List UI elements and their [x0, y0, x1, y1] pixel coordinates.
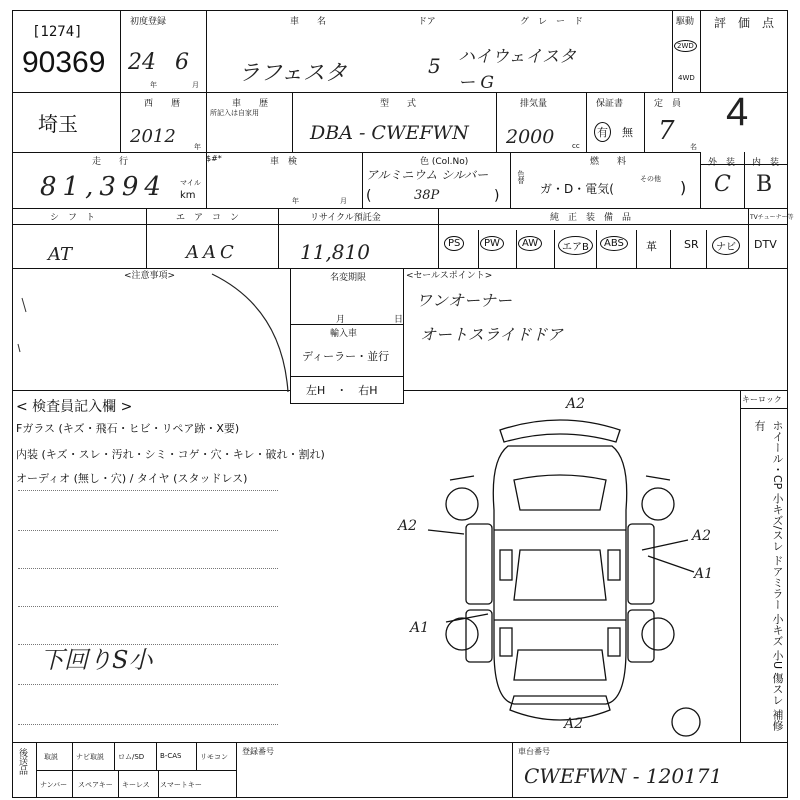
notes-label: <注意事項>: [124, 271, 176, 281]
followup-number-plate: ナンバー: [40, 781, 68, 789]
followup-rom-sd: ロム/SD: [118, 753, 145, 761]
sales-point-2: オートスライドドア: [420, 325, 563, 344]
chassis-number-label: 車台番号: [518, 747, 550, 756]
lot-code: [1274]: [32, 24, 83, 40]
registration-year-unit: 年: [150, 81, 157, 89]
recycle-fee: 11,810: [300, 240, 370, 264]
inspection-year-unit: 年: [292, 197, 299, 205]
warranty-no: 無: [622, 126, 633, 139]
inspection-month-unit: 月: [340, 197, 347, 205]
drive-2wd: 2WD: [674, 40, 697, 52]
steering-side: 左H ・ 右H: [306, 384, 378, 397]
rating-score: 4: [726, 90, 749, 134]
dealer-parallel: ディーラー・並行: [302, 350, 390, 363]
door-label: ドア: [418, 17, 436, 27]
capacity-label: 定 員: [654, 99, 682, 109]
followup-spare-key: スペアキー: [78, 781, 113, 789]
name-change-day: 日: [394, 315, 404, 325]
followup-items-label: 後送品: [17, 748, 27, 775]
notes-scribble: [12, 268, 292, 392]
displacement: 2000: [506, 126, 555, 148]
tuner-label: TVチューナー等: [750, 214, 794, 221]
equipment-navi: ナビ: [712, 236, 740, 255]
fuel-options: ガ・D・電気(: [540, 182, 614, 196]
inspector-line-interior: 内装 (キズ・スレ・汚れ・シミ・コゲ・穴・キレ・破れ・割れ): [16, 448, 325, 461]
equipment-sunroof: SR: [684, 238, 699, 251]
interior-label: 内 装: [752, 158, 780, 168]
interior-grade: B: [756, 172, 773, 197]
key-lock-label: キーロック: [742, 395, 782, 404]
lot-number: 90369: [22, 46, 106, 79]
color-label: 色 (Col.No): [420, 157, 469, 167]
exterior-label: 外 装: [708, 158, 736, 168]
followup-navi-manual: ナビ取説: [76, 753, 104, 761]
equipment-ps: PS: [444, 236, 464, 251]
door-count: 5: [428, 54, 441, 78]
region: 埼玉: [38, 112, 78, 136]
shift: AT: [48, 244, 73, 265]
recycle-label: リサイクル預託金: [310, 213, 381, 223]
equipment-aw: AW: [518, 236, 542, 251]
inspector-handwritten-note: 下回りS小: [40, 646, 153, 674]
aircon-label: エ ア コ ン: [176, 213, 240, 223]
inspector-line-glass: Fガラス (キズ・飛石・ヒビ・リペア跡・X要): [16, 422, 240, 435]
model-code: DBA - CWEFWN: [310, 122, 469, 144]
registration-month: 6: [175, 50, 189, 75]
fuel-label: 燃 料: [590, 157, 627, 167]
manufacture-year-unit: 年: [194, 143, 201, 151]
sales-point-1: ワンオーナー: [416, 291, 513, 310]
mileage-label: 走 行: [92, 157, 129, 167]
fuel-other: その他: [640, 175, 661, 183]
followup-manual: 取説: [44, 753, 58, 761]
car-name-label: 車 名: [290, 17, 327, 27]
drive-4wd: 4WD: [678, 74, 695, 82]
model-label: 型 式: [380, 99, 417, 109]
color-code-bracket-close: ): [494, 188, 500, 204]
color-code-bracket-open: (: [366, 188, 372, 204]
inspector-title: < 検査員記入欄 >: [16, 399, 133, 415]
exterior-grade: C: [714, 172, 731, 197]
followup-keyless: キーレス: [122, 781, 150, 789]
name-change-label: 名変期限: [330, 273, 367, 283]
divider: [12, 92, 788, 93]
mileage-unit-km: km: [180, 190, 196, 201]
mileage-unit-mile: マイル: [180, 179, 201, 187]
registration-year: 24: [128, 50, 156, 75]
inspector-side-notes: ホイール・CP 小キズ/スレ ドアミラー 小キズ 小U 傷スレ 補修有: [753, 420, 784, 732]
followup-remote: リモコン: [200, 753, 228, 761]
damage-mark-front: A2: [566, 396, 586, 412]
damage-mark-left-rear: A1: [410, 620, 430, 636]
car-damage-diagram: [380, 400, 740, 740]
color-change-label: 色替: [517, 170, 525, 184]
capacity: 7: [658, 116, 675, 146]
equipment-dtv: DTV: [754, 238, 777, 251]
color-code: 38P: [414, 188, 440, 203]
drive-label: 駆動: [676, 17, 695, 27]
car-name: ラフェスタ: [238, 61, 347, 86]
mileage: 81,394: [40, 172, 167, 202]
displacement-unit: cc: [572, 142, 580, 150]
damage-mark-left-front: A2: [398, 518, 418, 534]
color-name: アルミニウム シルバー: [366, 168, 489, 182]
equipment-label: 純 正 装 備 品: [550, 213, 632, 223]
grade: ハイウェイスター G: [458, 47, 577, 93]
displacement-label: 排気量: [520, 99, 548, 109]
fuel-bracket-close: ): [680, 178, 687, 197]
inspection-label: 車 検: [270, 157, 298, 167]
inspector-line-audio: オーディオ (無し・穴) / タイヤ (スタッドレス): [16, 472, 248, 485]
equipment-leather: 革: [646, 240, 657, 253]
registration-number-label: 登録番号: [242, 747, 274, 756]
equipment-list: [440, 230, 788, 266]
damage-mark-right-front: A2: [692, 528, 712, 544]
odometer-mark: $#*: [206, 154, 222, 163]
manufacture-year: 2012: [130, 126, 176, 147]
shift-label: シ フ ト: [50, 213, 96, 223]
warranty-yes: 有: [594, 122, 611, 142]
year-label: 西 暦: [144, 99, 181, 109]
grade-label: グ レ ー ド: [520, 17, 584, 27]
damage-mark-rear: A2: [564, 716, 584, 732]
capacity-unit: 名: [690, 143, 697, 151]
chassis-number: CWEFWN - 120171: [524, 764, 723, 788]
equipment-airbag: エアB: [558, 236, 593, 255]
damage-mark-right-rear: A1: [694, 566, 714, 582]
history-label: 車 歴: [232, 99, 269, 109]
history-sub: 所記入は自家用: [210, 109, 259, 117]
followup-smart-key: スマートキー: [160, 781, 202, 789]
sales-points-label: <セールスポイント>: [406, 271, 493, 281]
equipment-pw: PW: [480, 236, 504, 251]
rating-label: 評 価 点: [714, 16, 775, 30]
aircon: AAC: [186, 242, 238, 263]
equipment-abs: ABS: [600, 236, 628, 251]
first-registration-label: 初度登録: [130, 17, 167, 27]
registration-month-unit: 月: [192, 81, 199, 89]
import-label: 輸入車: [330, 329, 358, 339]
name-change-month: 月: [336, 315, 346, 325]
warranty-label: 保証書: [596, 99, 624, 109]
followup-bcas: B-CAS: [160, 752, 182, 760]
